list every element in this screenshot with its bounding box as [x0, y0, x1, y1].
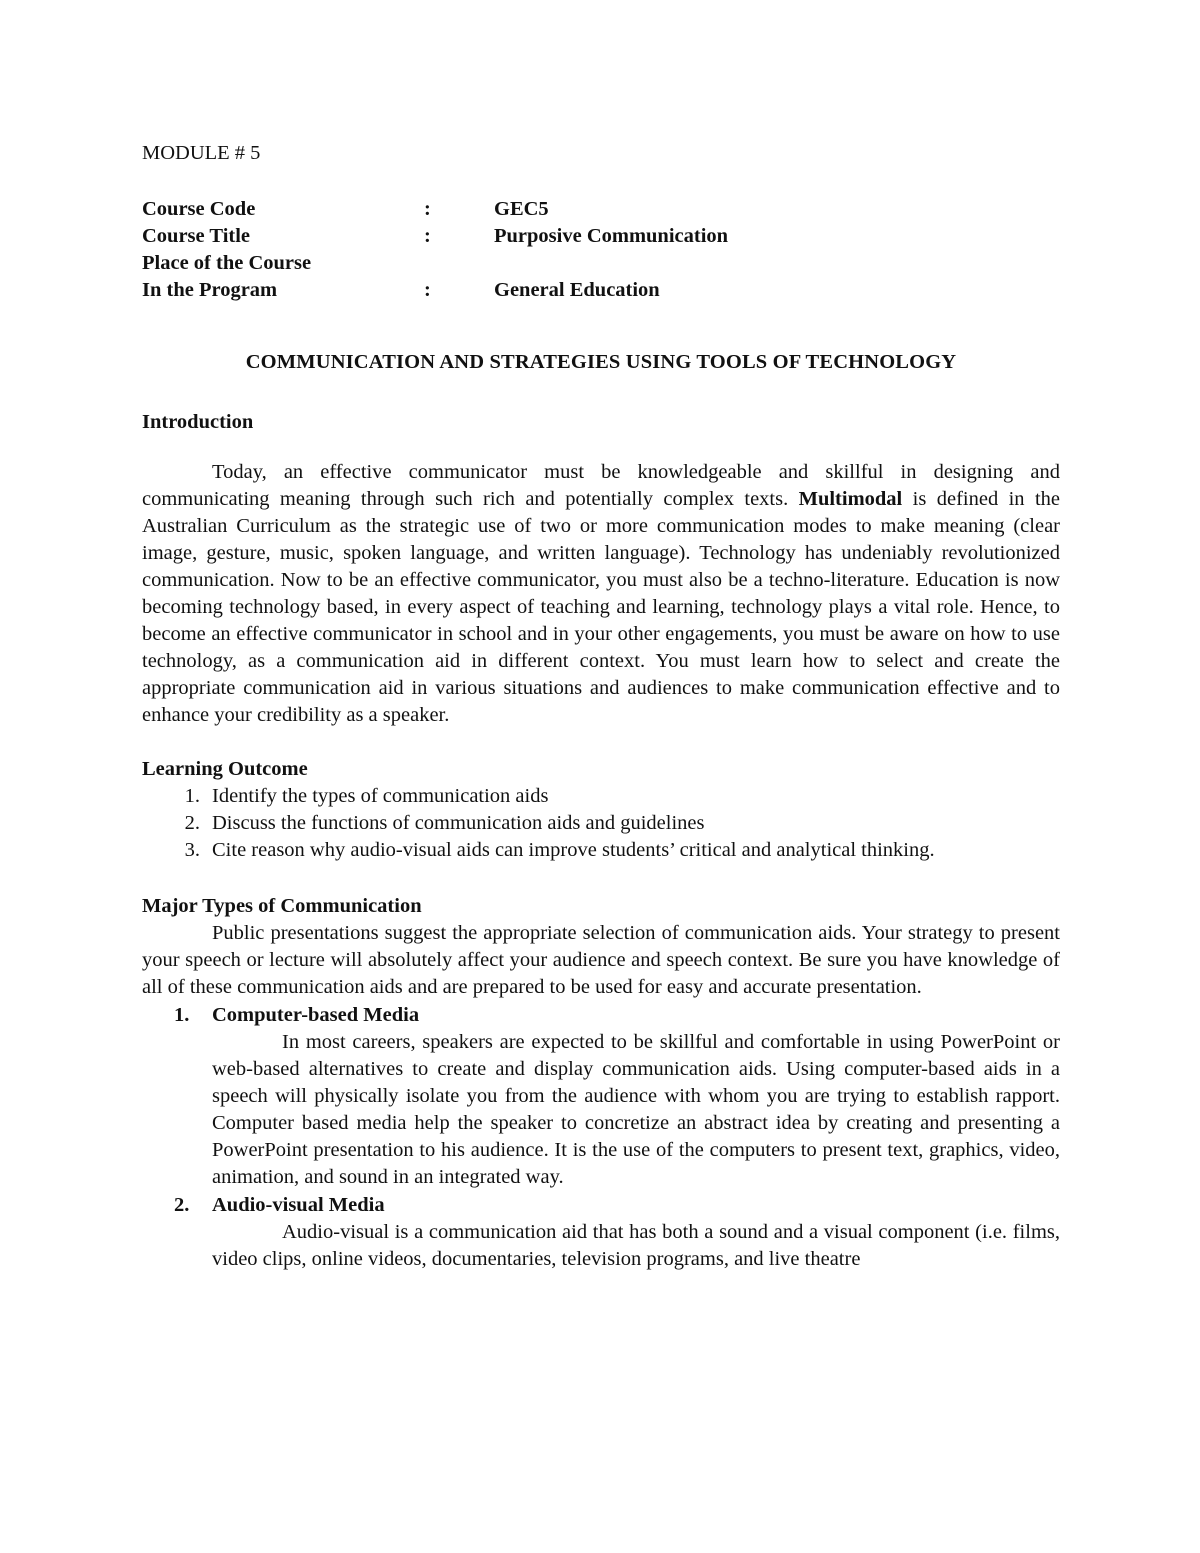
course-info-row: [142, 250, 1060, 277]
course-info-separator: :: [424, 225, 431, 247]
list-item: [142, 837, 1060, 864]
course-info-separator: [424, 250, 494, 277]
course-info-key: Place of the Course: [142, 252, 312, 274]
subsection-number: 2.: [174, 1194, 190, 1216]
list-item-number: 2.: [184, 812, 200, 834]
major-types-heading: Major Types of Communication: [142, 895, 422, 917]
document-title: COMMUNICATION AND STRATEGIES USING TOOLS OF TECHNOLOGY: [245, 351, 957, 373]
course-info-row: [142, 277, 1060, 304]
course-info-row: [142, 196, 1060, 223]
course-info-value: General Education: [494, 279, 660, 301]
list-item-number: 1.: [184, 785, 200, 807]
subsection-title: Computer-based Media: [212, 1004, 420, 1026]
subsection-number: 1.: [174, 1004, 190, 1026]
module-label: MODULE # 5: [142, 142, 261, 164]
introduction-paragraph: [142, 459, 1060, 729]
list-item-number: 3.: [184, 839, 200, 861]
subsection-heading: [142, 1192, 1060, 1219]
introduction-heading: Introduction: [142, 411, 254, 433]
course-info-separator: :: [424, 279, 431, 301]
subsection-body: In most careers, speakers are expected to be skillful and comfortable in using PowerPoint or web-based alternatives to create and display communication aids. Using computer-based aids in a speech will physically isolate you from the audience with whom you are trying to establish rapport. Computer based media help the speaker to concretize an abstract idea by creating and presenting a PowerPoint presentation to his audience. It is the use of the computers to present text, graphics, video, animation, and sound in an integrated way.: [212, 1031, 1060, 1188]
course-info-key: Course Title: [142, 225, 251, 247]
list-item-text: Discuss the functions of communication aids and guidelines: [212, 812, 705, 834]
subsection-title: Audio-visual Media: [212, 1194, 385, 1216]
course-info-table: [142, 196, 1060, 304]
introduction-text-start: Today, an effective communicator must be knowledgeable and skillful in designing and communicating meaning through such rich and potentially complex texts.: [142, 461, 1060, 510]
learning-outcome-heading: Learning Outcome: [142, 758, 308, 780]
subsection-heading: [142, 1002, 1060, 1029]
subsection-body: Audio-visual is a communication aid that has both a sound and a visual component (i.e. films, video clips, online videos, documentaries, television programs, and live theatre: [212, 1221, 1060, 1270]
list-item-text: Cite reason why audio-visual aids can improve students’ critical and analytical thinking.: [212, 839, 935, 861]
course-info-row: [142, 223, 1060, 250]
list-item: [142, 783, 1060, 810]
course-info-value: Purposive Communication: [494, 225, 729, 247]
multimodal-term: Multimodal: [798, 488, 903, 510]
course-info-value: [494, 250, 1060, 277]
introduction-text-end: is defined in the Australian Curriculum as the strategic use of two or more communication modes to make meaning (clear image, gesture, music, spoken language, and written language). Technology has undeniably revolutionized communication. Now to be an effective communicator, you must also be a techno-literature. Education is now becoming technology based, in every aspect of teaching and learning, technology plays a vital role. Hence, to become an effective communicator in school and in your other engagements, you must be aware on how to use technology, as a communication aid in different context. You must learn how to select and create the appropriate communication aid in various situations and audiences to make communication effective and to enhance your credibility as a speaker.: [142, 488, 1060, 726]
list-item-text: Identify the types of communication aids: [212, 785, 549, 807]
course-info-key: Course Code: [142, 198, 256, 220]
document-page: [142, 140, 1060, 1273]
major-types-intro-paragraph: Public presentations suggest the appropriate selection of communication aids. Your strategy to present your speech or lecture will absolutely affect your audience and speech context. Be sure you have knowledge of all of these communication aids and are prepared to be used for easy and accurate presentation.: [142, 922, 1060, 998]
list-item: [142, 810, 1060, 837]
course-info-separator: :: [424, 198, 431, 220]
learning-outcome-list: [142, 783, 1060, 864]
course-info-value: GEC5: [494, 198, 549, 220]
course-info-key: In the Program: [142, 279, 278, 301]
